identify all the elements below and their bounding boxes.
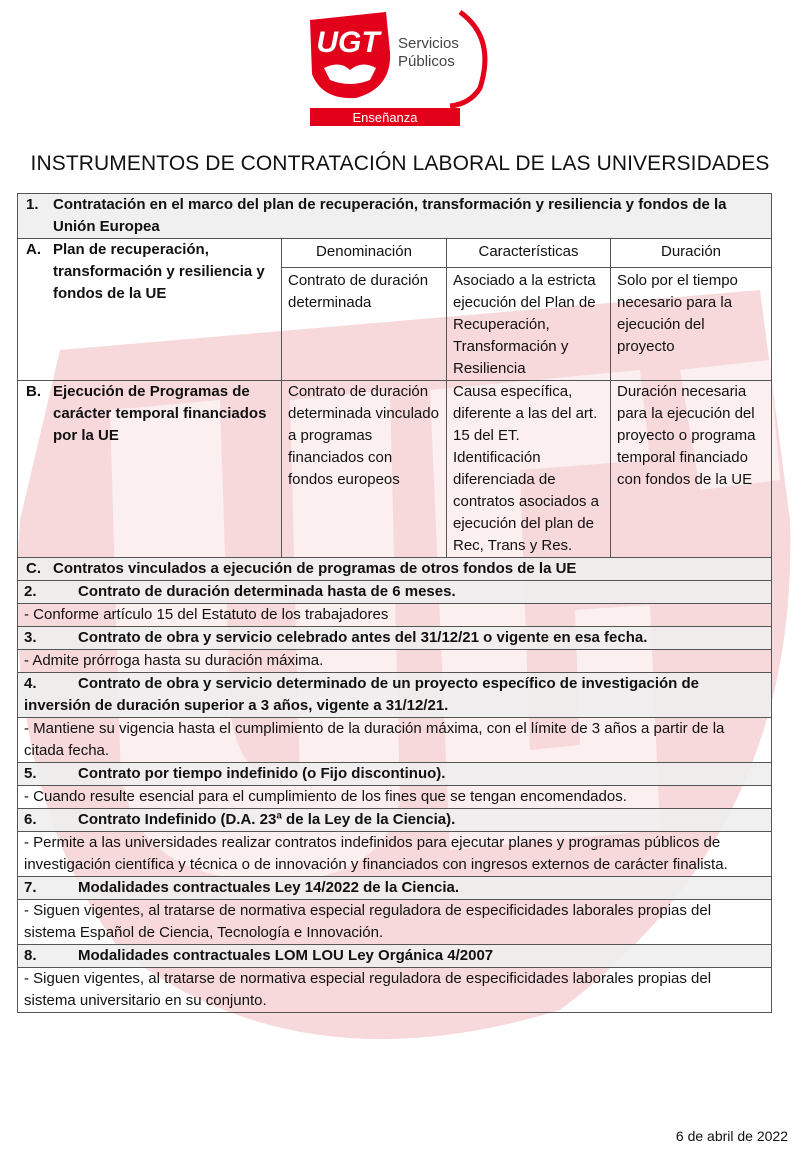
section-5-number: 5. [24,765,37,782]
section-1-header-row [18,194,772,239]
section-5-title: Contrato por tiempo indefinido (o Fijo discontinuo). [78,765,446,782]
subsection-b-title: Ejecución de Programas de carácter temporal financiados por la UE [53,383,267,444]
subsection-c-row [18,558,772,581]
subsection-b-denominacion: Contrato de duración determinada vinculado a programas financiados con fondos europeos [282,381,447,558]
section-4-number: 4. [24,675,37,692]
section-8-desc-row [18,968,772,1013]
col-header-denominacion: Denominación [282,239,447,268]
subsection-b-duracion: Duración necesaria para la ejecución del proyecto o programa temporal financiado con fondos de la UE [611,381,772,558]
col-header-duracion: Duración [611,239,772,268]
section-6-title: Contrato Indefinido (D.A. 23ª de la Ley de la Ciencia). [78,811,456,828]
section-2-header-row [18,581,772,604]
subsection-a-header-row [18,239,772,268]
section-3-title: Contrato de obra y servicio celebrado antes del 31/12/21 o vigente en esa fecha. [78,629,648,646]
logo-arc [450,12,485,106]
subsection-c-title: Contratos vinculados a ejecución de programas de otros fondos de la UE [53,560,577,577]
section-1-title: Contratación en el marco del plan de recuperación, transformación y resiliencia y fondos de la Unión Europea [53,196,727,235]
subsection-b-cell [18,381,282,558]
section-3-header-row [18,627,772,650]
col-header-caracteristicas: Características [447,239,611,268]
section-6-header-row [18,809,772,832]
subsection-a-title: Plan de recuperación, transformación y resiliencia y fondos de la UE [53,241,265,302]
subsection-a-duracion: Solo por el tiempo necesario para la ejecución del proyecto [611,268,772,381]
section-2-desc-row [18,604,772,627]
section-8-desc: - Siguen vigentes, al tratarse de normativa especial reguladora de especificidades laborales propias del sistema universitario en su conjunto. [18,968,772,1013]
section-2-number: 2. [24,583,37,600]
logo-line1: Servicios [398,35,459,52]
section-7-number: 7. [24,879,37,896]
section-2-desc: - Conforme artículo 15 del Estatuto de los trabajadores [18,604,772,627]
document-date: 6 de abril de 2022 [675,1128,788,1144]
section-8-header-row [18,945,772,968]
section-3-number: 3. [24,629,37,646]
subsection-b-caracteristicas: Causa específica, diferente a las del art. 15 del ET. Identificación diferenciada de contratos asociados a ejecución del plan de Rec, Trans y Res. [447,381,611,558]
logo-band-text: Enseñanza [352,110,418,125]
section-4-desc: - Mantiene su vigencia hasta el cumplimiento de la duración máxima, con el límite de 3 años a partir de la citada fecha. [18,718,772,763]
section-5-desc-row [18,786,772,809]
section-8-number: 8. [24,947,37,964]
section-6-number: 6. [24,811,37,828]
logo-brand-text: UGT [316,26,380,59]
section-4-title: Contrato de obra y servicio determinado de un proyecto específico de investigación de inversión de duración superior a 3 años, vigente a 31/12/21. [24,675,699,714]
section-7-desc-row [18,900,772,945]
section-8-title: Modalidades contractuales LOM LOU Ley Orgánica 4/2007 [78,947,494,964]
subsection-a-cell [18,239,282,381]
section-7-header-row [18,877,772,900]
section-3-desc: - Admite prórroga hasta su duración máxima. [18,650,772,673]
section-5-header-row [18,763,772,786]
ugt-logo [300,8,500,130]
logo-line2: Públicos [398,53,455,70]
subsection-b-row [18,381,772,558]
subsection-b-label: B. [26,383,41,400]
subsection-a-label: A. [26,241,41,258]
section-5-desc: - Cuando resulte esencial para el cumplimiento de los fines que se tengan encomendados. [18,786,772,809]
section-6-desc-row [18,832,772,877]
section-2-title: Contrato de duración determinada hasta de 6 meses. [78,583,456,600]
section-6-desc: - Permite a las universidades realizar contratos indefinidos para ejecutar planes y programas públicos de investigación científica y técnica o de innovación y financiados con ingresos externos de carácter finalista. [18,832,772,877]
contracts-table [17,193,772,1013]
section-7-desc: - Siguen vigentes, al tratarse de normativa especial reguladora de especificidades laborales propias del sistema Español de Ciencia, Tecnología e Innovación. [18,900,772,945]
page-title: INSTRUMENTOS DE CONTRATACIÓN LABORAL DE LAS UNIVERSIDADES [30,152,770,175]
section-7-title: Modalidades contractuales Ley 14/2022 de la Ciencia. [78,879,459,896]
section-1-number: 1. [26,196,39,213]
section-4-desc-row [18,718,772,763]
section-3-desc-row [18,650,772,673]
subsection-a-denominacion: Contrato de duración determinada [282,268,447,381]
section-4-header-row [18,673,772,718]
subsection-c-label: C. [26,560,41,577]
subsection-a-caracteristicas: Asociado a la estricta ejecución del Plan de Recuperación, Transformación y Resiliencia [447,268,611,381]
